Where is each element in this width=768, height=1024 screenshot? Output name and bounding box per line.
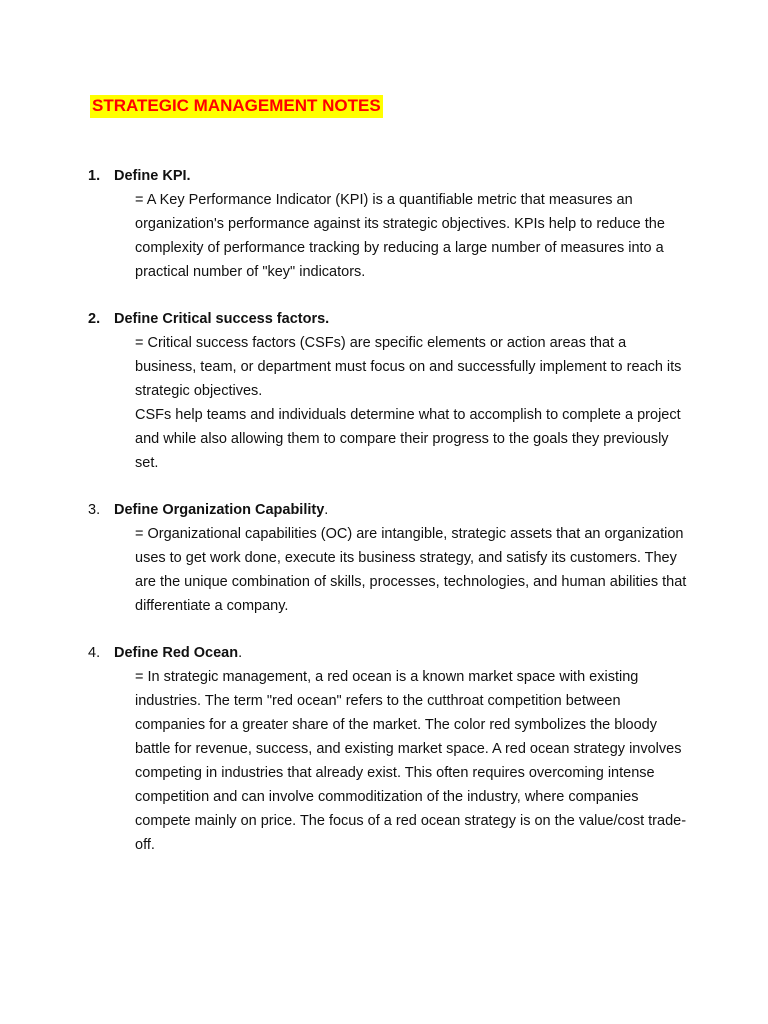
question-title: Define KPI. <box>114 168 191 184</box>
answer-text <box>135 331 690 475</box>
question-heading <box>88 164 688 188</box>
question-1 <box>88 164 688 284</box>
question-number: 1. <box>88 168 101 184</box>
question-number: 2. <box>88 311 101 327</box>
question-number: 4. <box>88 645 101 661</box>
question-2 <box>88 307 688 475</box>
answer-text <box>135 188 690 284</box>
answer-paragraph: = Critical success factors (CSFs) are specific elements or action areas that a business, team, or department must focus on and successfully implement to reach its strategic objectives. <box>135 335 682 399</box>
question-3 <box>88 498 688 618</box>
question-title: Define Organization Capability <box>114 502 325 518</box>
question-title: Define Critical success factors. <box>114 311 330 327</box>
document-title: STRATEGIC MANAGEMENT NOTES <box>90 95 383 118</box>
question-title-period: . <box>238 645 243 661</box>
question-4 <box>88 641 688 857</box>
answer-text <box>135 665 690 857</box>
question-heading <box>88 307 688 331</box>
answer-paragraph: = Organizational capabilities (OC) are intangible, strategic assets that an organization uses to get work done, execute its business strategy, and satisfy its customers. They are the unique combination of skills, processes, technologies, and human abilities that differentiate a company. <box>135 526 687 614</box>
question-heading <box>88 641 688 665</box>
question-number: 3. <box>88 502 101 518</box>
question-title-period: . <box>324 502 329 518</box>
answer-paragraph: CSFs help teams and individuals determine what to accomplish to complete a project and while also allowing them to compare their progress to the goals they previously set. <box>135 407 681 471</box>
answer-text <box>135 522 690 618</box>
question-heading <box>88 498 688 522</box>
answer-paragraph: = In strategic management, a red ocean is a known market space with existing industries. The term "red ocean" refers to the cutthroat competition between companies for a greater share of the market. The color red symbolizes the bloody battle for revenue, success, and existing market space. A red ocean strategy involves competing in industries that already exist. This often requires overcoming intense competition and can involve commoditization of the industry, where companies compete mainly on price. The focus of a red ocean strategy is on the value/cost trade-off. <box>135 669 687 853</box>
question-title: Define Red Ocean <box>114 645 239 661</box>
answer-paragraph: = A Key Performance Indicator (KPI) is a quantifiable metric that measures an organization's performance against its strategic objectives. KPIs help to reduce the complexity of performance tracking by reducing a large number of measures into a practical number of "key" indicators. <box>135 192 665 280</box>
